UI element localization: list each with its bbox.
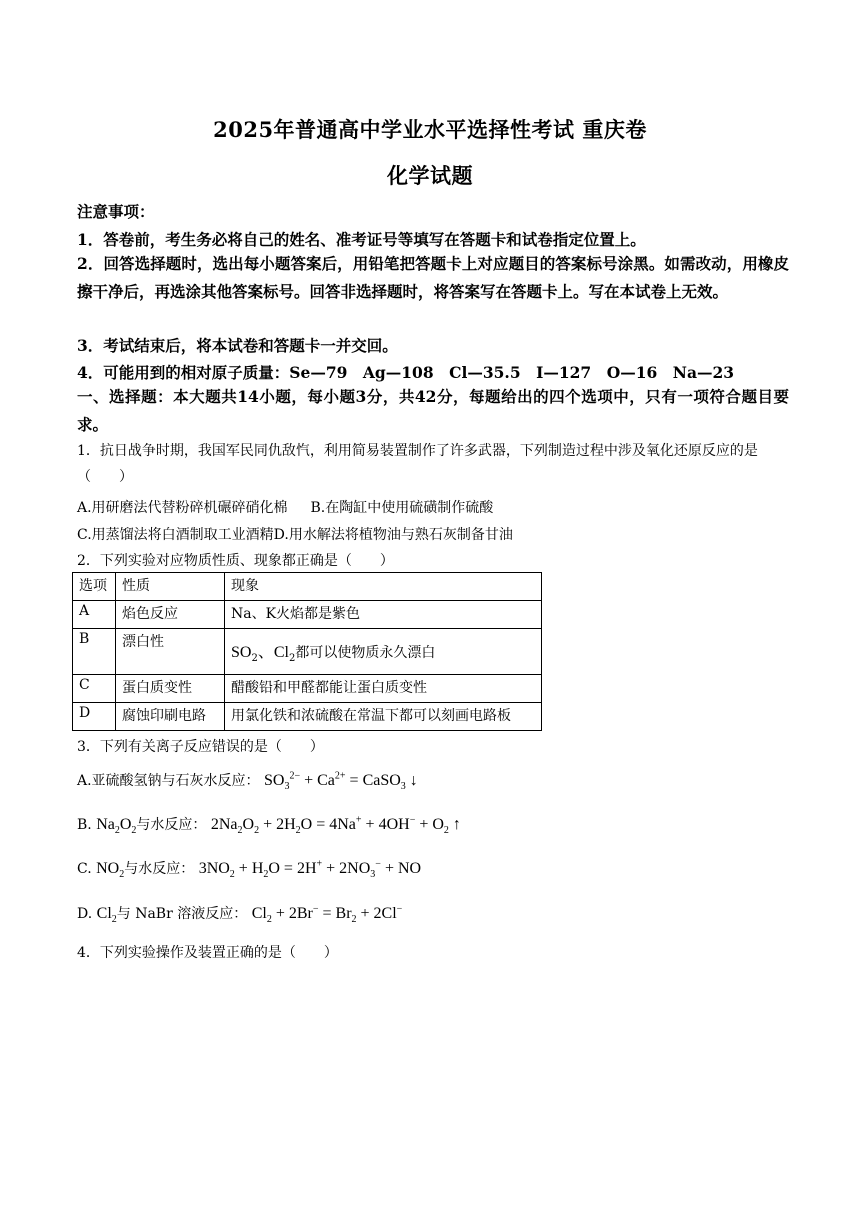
q3-stem: 3．下列有关离子反应错误的是（ ） bbox=[77, 739, 324, 755]
row-option: B bbox=[73, 629, 116, 675]
q3-option-b: B. $Na_2O_2$与水反应： $2Na_2O_2 + 2H_2O = 4Na^+ + 4OH^- + O_2$ ↑ bbox=[77, 814, 461, 837]
notice-item-1: 1．答卷前，考生务必将自己的姓名、准考证号等填写在答题卡和试卷指定位置上。 bbox=[77, 230, 646, 249]
row-property: 腐蚀印刷电路 bbox=[116, 703, 225, 731]
row-phenomenon: 用氯化铁和浓硫酸在常温下都可以刻画电路板 bbox=[225, 703, 542, 731]
row-phenomenon: Na、K火焰都是紫色 bbox=[225, 601, 542, 629]
subject-title: 化学试题 bbox=[387, 163, 473, 188]
q3-option-a: A.亚硫酸氢钠与石灰水反应： $SO_3^{2-} + Ca^{2+}$ = CaSO$_3$ ↓ bbox=[77, 770, 418, 793]
row-property: 蛋白质变性 bbox=[116, 675, 225, 703]
row-option: D bbox=[73, 703, 116, 731]
table-row bbox=[73, 629, 542, 675]
row-option: C bbox=[73, 675, 116, 703]
q1-stem: 1．抗日战争时期，我国军民同仇敌忾，利用简易装置制作了许多武器，下列制造过程中涉及氧化还原反应的是（ ） bbox=[77, 443, 758, 485]
table-header-property: 性质 bbox=[116, 573, 225, 601]
row-property: 焰色反应 bbox=[116, 601, 225, 629]
q1-option-d: D.用水解法将植物油与熟石灰制备甘油 bbox=[273, 527, 513, 543]
q3-option-c: C. $NO_2$与水反应： $3NO_2 + H_2O = 2H^+ + 2NO_3^-$ + NO bbox=[77, 858, 422, 881]
row-phenomenon: $SO_2$、$Cl_2$都可以使物质永久漂白 bbox=[225, 629, 542, 675]
table-row bbox=[73, 675, 542, 703]
notice-item-3: 3．考试结束后，将本试卷和答题卡一并交回。 bbox=[77, 336, 398, 355]
q1-options-row1 bbox=[77, 497, 789, 517]
notice-item-2: 2．回答选择题时，选出每小题答案后，用铅笔把答题卡上对应题目的答案标号涂黑。如需改动，用橡皮擦干净后，再选涂其他答案标号。回答非选择题时，将答案写在答题卡上。写在本试卷上无效。 bbox=[77, 254, 789, 301]
q1-option-a: A.用研磨法代替粉碎机碾碎硝化棉 bbox=[77, 500, 288, 516]
equation-d: $Cl_2 + 2Br^- = Br_2 + 2Cl^-$ bbox=[251, 903, 403, 926]
row-phenomenon: 醋酸铅和甲醛都能让蛋白质变性 bbox=[225, 675, 542, 703]
table-header-phenomenon: 现象 bbox=[225, 573, 542, 601]
notice-heading: 注意事项： bbox=[77, 202, 155, 221]
q1-option-c: C.用蒸馏法将白酒制取工业酒精 bbox=[77, 527, 274, 543]
q1-options-row2 bbox=[77, 524, 789, 544]
row-option: A bbox=[73, 601, 116, 629]
table-header-option: 选项 bbox=[73, 573, 116, 601]
q2-stem: 2．下列实验对应物质性质、现象都正确是（ ） bbox=[77, 553, 394, 569]
q3-option-d: D. $Cl_2$与 NaBr 溶液反应： $Cl_2 + 2Br^- = Br_2 + 2Cl^-$ bbox=[77, 903, 403, 926]
equation-b: $2Na_2O_2 + 2H_2O = 4Na^+ + 4OH^- + O_2$ ↑ bbox=[210, 814, 461, 837]
q1-option-b: B.在陶缸中使用硫磺制作硫酸 bbox=[310, 500, 494, 516]
q2-table bbox=[72, 572, 542, 731]
table-header-row bbox=[73, 573, 542, 601]
table-row bbox=[73, 703, 542, 731]
section-intro: 一、选择题：本大题共14小题，每小题3分，共42分，每题给出的四个选项中，只有一项符合题目要求。 bbox=[77, 387, 789, 434]
equation-c: $3NO_2 + H_2O = 2H^+ + 2NO_3^-$ + NO bbox=[198, 858, 422, 881]
notice-item-4: 4．可能用到的相对原子质量：Se—79 Ag—108 Cl—35.5 I—127 O—16 Na—23 bbox=[77, 363, 735, 382]
exam-title: 2025年普通高中学业水平选择性考试 重庆卷 bbox=[213, 117, 647, 142]
equation-a: $SO_3^{2-} + Ca^{2+}$ = CaSO$_3$ ↓ bbox=[264, 770, 418, 793]
table-row bbox=[73, 601, 542, 629]
q4-stem: 4．下列实验操作及装置正确的是（ ） bbox=[77, 945, 338, 961]
row-property: 漂白性 bbox=[116, 629, 225, 675]
